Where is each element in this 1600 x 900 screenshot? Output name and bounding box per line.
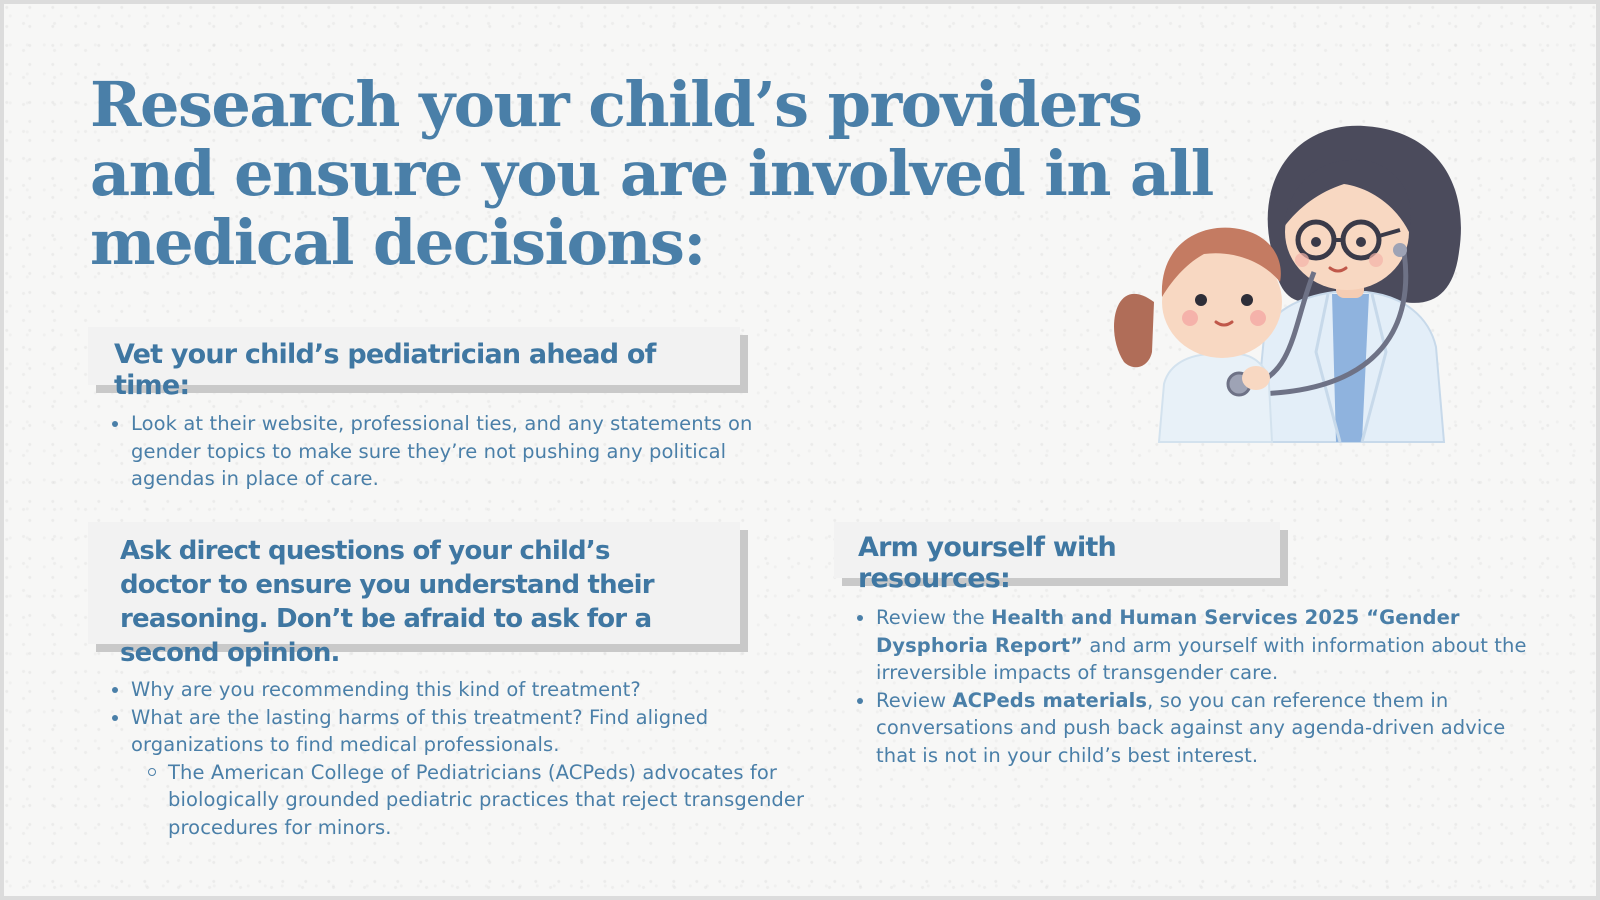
list-item bbox=[108, 704, 808, 842]
sub-list bbox=[144, 759, 808, 842]
section-heading-ask-questions: Ask direct questions of your child’s doctor to ensure you understand their reasoning. Don’t be afraid to ask for a second opinion. bbox=[88, 522, 740, 644]
list-item: Why are you recommending this kind of treatment? bbox=[108, 676, 808, 704]
text-pre: Review bbox=[876, 688, 953, 712]
acpeds-materials-reference: ACPeds materials bbox=[952, 688, 1148, 712]
list-item bbox=[853, 604, 1543, 687]
text-post: , so you can reference them in conversations and push back against any agenda-driven advice that is not in your child’s best interest. bbox=[876, 688, 1506, 767]
text-pre: Review the bbox=[876, 606, 992, 629]
page-title: Research your child’s providers and ensure you are involved in all medical decisions: bbox=[90, 68, 1213, 279]
doctor-child-illustration bbox=[1104, 122, 1484, 452]
slide bbox=[4, 4, 1596, 896]
ask-questions-list bbox=[108, 676, 808, 841]
section-heading-vet-pediatrician: Vet your child’s pediatrician ahead of time: bbox=[88, 327, 740, 385]
section-heading-resources: Arm yourself with resources: bbox=[834, 522, 1280, 578]
hhs-report-reference: Health and Human Services 2025 “Gender Dysphoria Report” bbox=[876, 606, 1460, 657]
list-item bbox=[853, 687, 1543, 770]
list-item: Look at their website, professional ties, and any statements on gender topics to make sure they’re not pushing any political agendas in place of care. bbox=[108, 410, 768, 493]
vet-pediatrician-list bbox=[108, 410, 768, 493]
text-post: and arm yourself with information about the irreversible impacts of transgender care. bbox=[876, 633, 1527, 684]
list-item-text: What are the lasting harms of this treatment? Find aligned organizations to find medical professionals. bbox=[131, 705, 709, 756]
resources-list bbox=[853, 604, 1543, 769]
sub-list-item: The American College of Pediatricians (ACPeds) advocates for biologically grounded pediatric practices that reject transgender procedures for minors. bbox=[144, 759, 808, 842]
child-ponytail bbox=[1114, 294, 1154, 367]
